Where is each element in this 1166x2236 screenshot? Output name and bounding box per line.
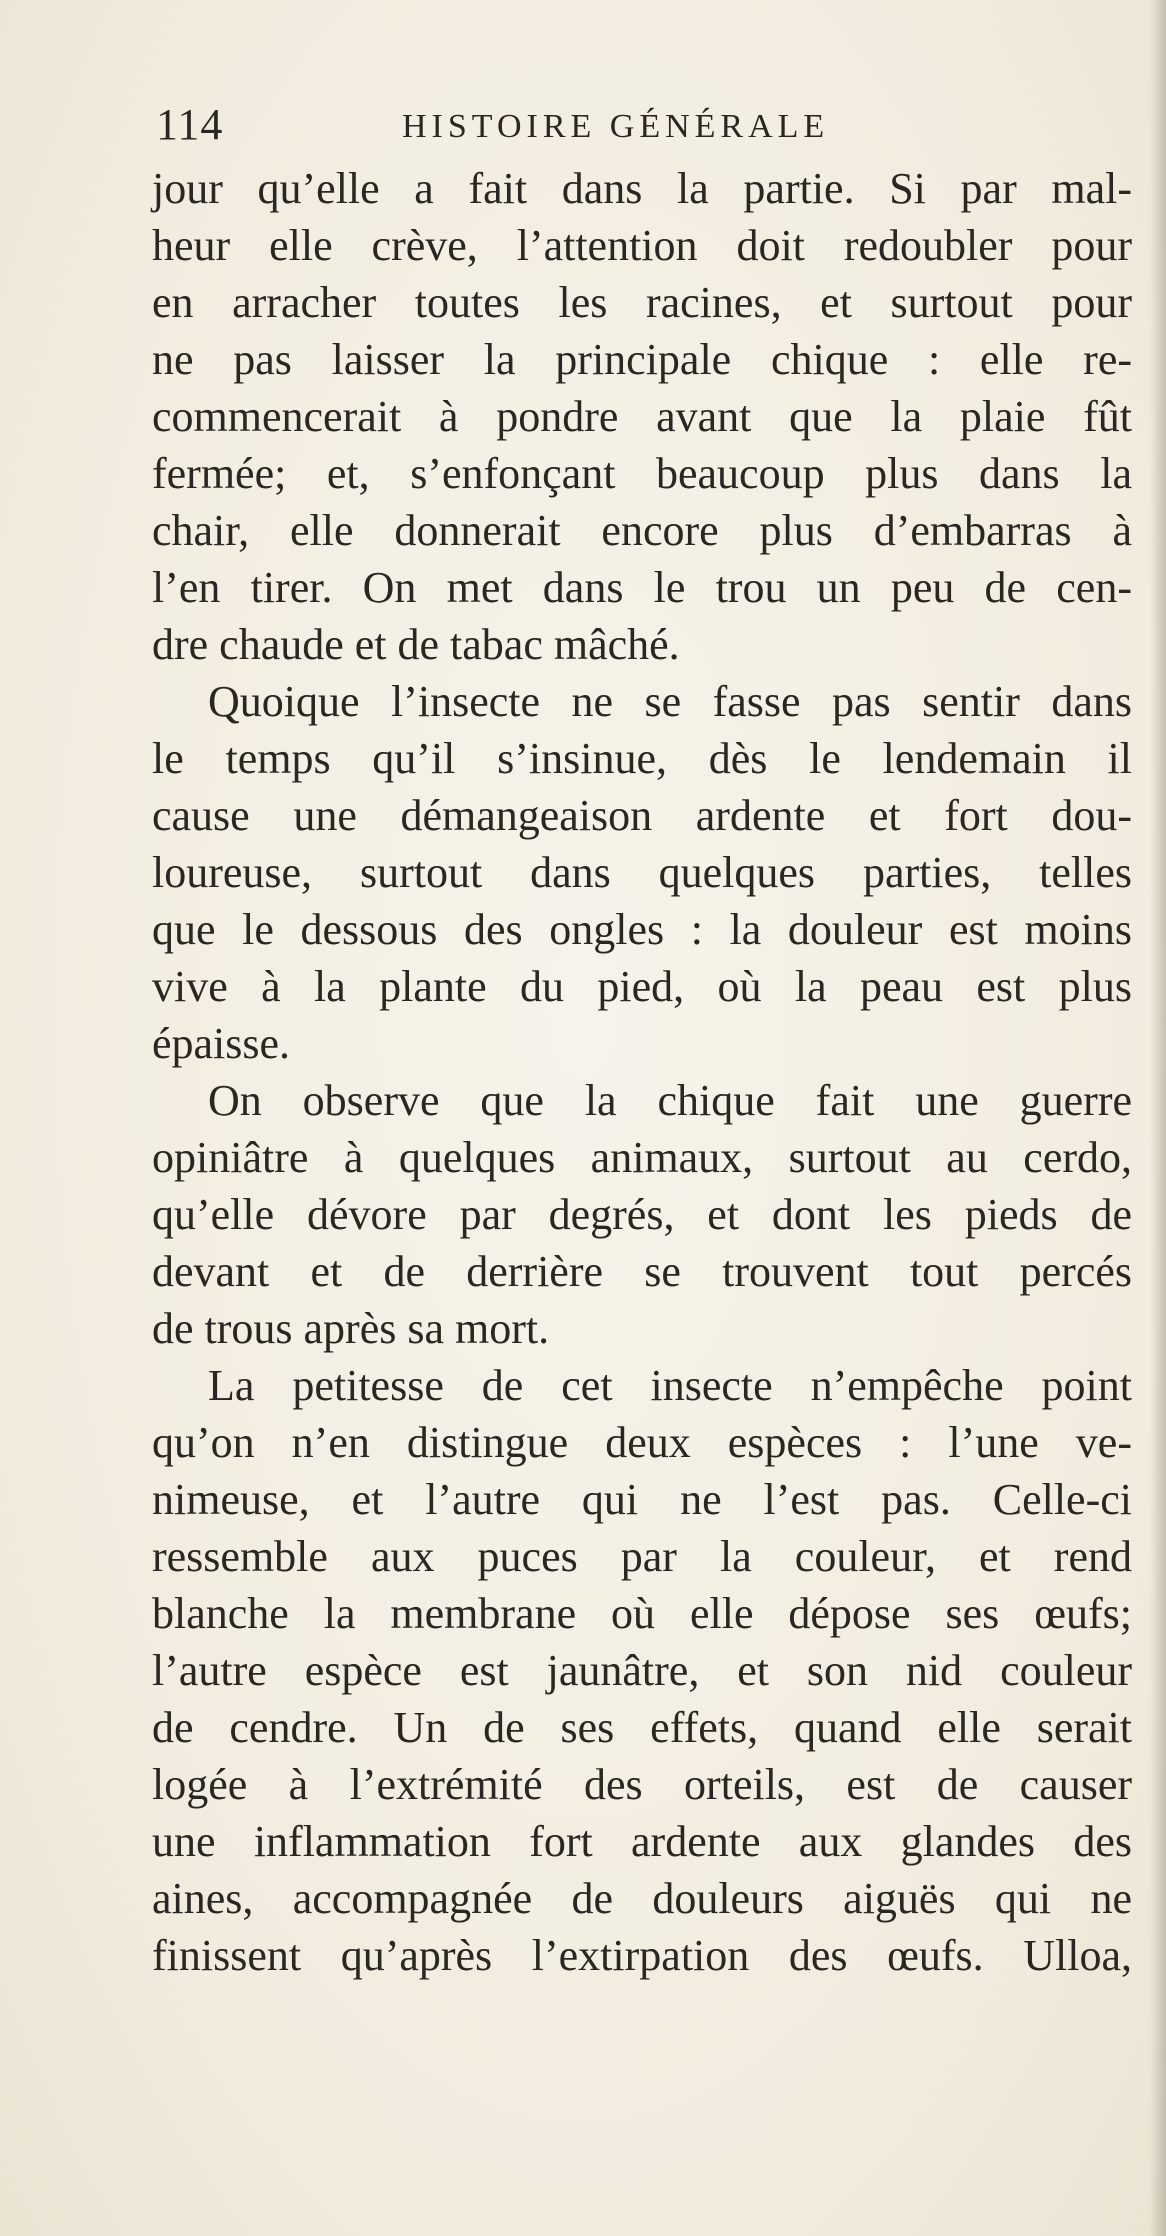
running-title: HISTOIRE GÉNÉRALE [402, 108, 830, 145]
text-line: ressemble aux puces par la couleur, et rend [152, 1532, 1132, 1581]
text-line: devant et de derrière se trouvent tout percés [152, 1247, 1132, 1296]
paragraph-start-line: La petitesse de cet insecte n’empêche point [208, 1361, 1132, 1410]
text-line: aines, accompagnée de douleurs aiguës qui ne [152, 1874, 1132, 1923]
text-line: blanche la membrane où elle dépose ses œufs; [152, 1589, 1132, 1638]
text-line: nimeuse, et l’autre qui ne l’est pas. Celle-ci [152, 1475, 1132, 1524]
text-line: l’en tirer. On met dans le trou un peu de cen- [152, 563, 1132, 612]
text-line: heur elle crève, l’attention doit redoubler pour [152, 221, 1132, 270]
text-line: opiniâtre à quelques animaux, surtout au cerdo, [152, 1133, 1132, 1182]
text-line: le temps qu’il s’insinue, dès le lendemain il [152, 734, 1132, 783]
text-line: fermée; et, s’enfonçant beaucoup plus dans la [152, 449, 1132, 498]
text-line: ne pas laisser la principale chique : elle re- [152, 335, 1132, 384]
text-line: dre chaude et de tabac mâché. [152, 620, 680, 669]
text-line: cause une démangeaison ardente et fort dou- [152, 791, 1132, 840]
page-number: 114 [156, 100, 224, 149]
text-line: que le dessous des ongles : la douleur est moins [152, 905, 1132, 954]
text-line: épaisse. [152, 1019, 291, 1068]
paragraph-start-line: Quoique l’insecte ne se fasse pas sentir dans [208, 677, 1132, 726]
text-line: qu’elle dévore par degrés, et dont les pieds de [152, 1190, 1132, 1239]
page-header [156, 100, 916, 150]
page-edge-shadow [1150, 0, 1166, 2236]
text-line: vive à la plante du pied, où la peau est plus [152, 962, 1132, 1011]
text-line: en arracher toutes les racines, et surtout pour [152, 278, 1132, 327]
text-line: qu’on n’en distingue deux espèces : l’une ve- [152, 1418, 1132, 1467]
text-line: commencerait à pondre avant que la plaie fût [152, 392, 1132, 441]
text-line: une inflammation fort ardente aux glandes des [152, 1817, 1132, 1866]
text-line: de cendre. Un de ses effets, quand elle serait [152, 1703, 1132, 1752]
text-line: l’autre espèce est jaunâtre, et son nid couleur [152, 1646, 1132, 1695]
text-line: jour qu’elle a fait dans la partie. Si par mal- [152, 164, 1132, 213]
text-line: logée à l’extrémité des orteils, est de causer [152, 1760, 1132, 1809]
text-line: de trous après sa mort. [152, 1304, 550, 1353]
text-line: loureuse, surtout dans quelques parties, telles [152, 848, 1132, 897]
text-line: finissent qu’après l’extirpation des œufs. Ulloa, [152, 1931, 1132, 1980]
paragraph-start-line: On observe que la chique fait une guerre [208, 1076, 1132, 1125]
body-text [152, 160, 1132, 1984]
text-line: chair, elle donnerait encore plus d’embarras à [152, 506, 1132, 555]
